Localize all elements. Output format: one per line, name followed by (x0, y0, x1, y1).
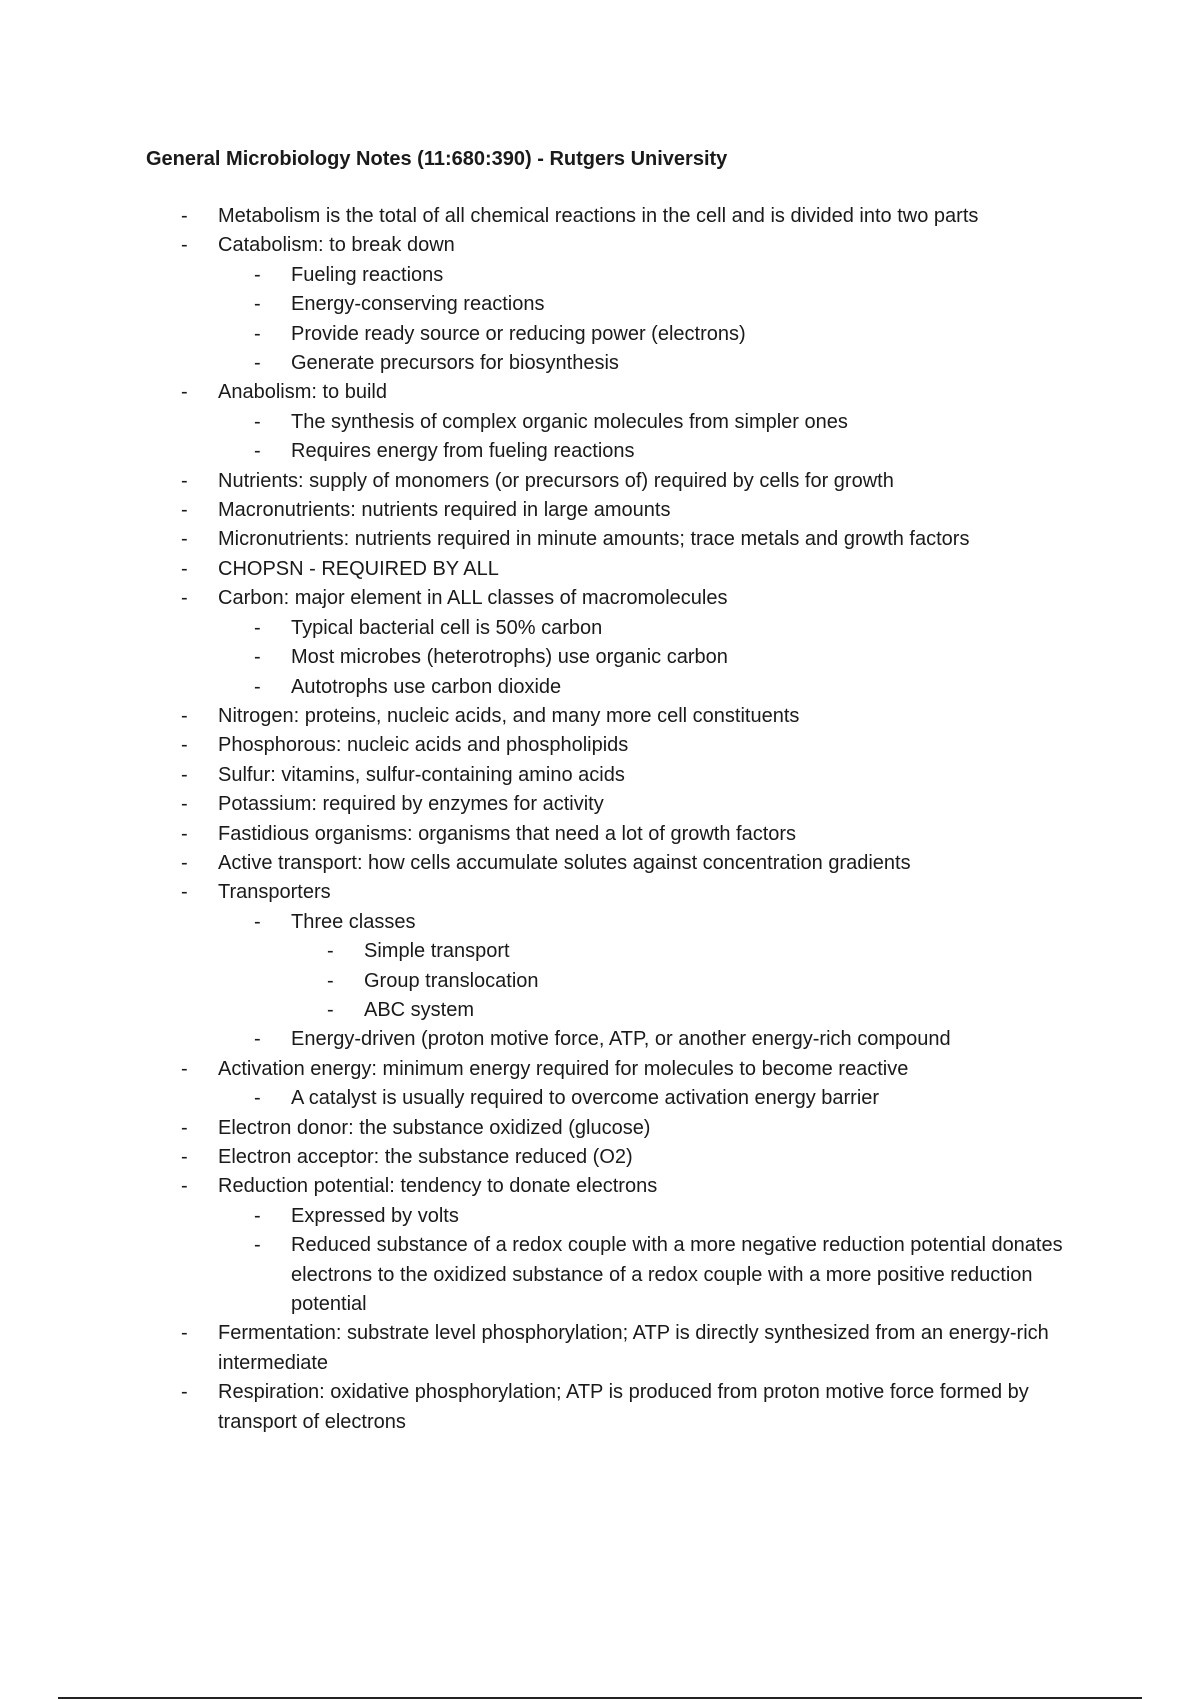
page-bottom-rule (58, 1697, 1142, 1699)
bullet-dash-icon: - (254, 1028, 261, 1051)
bullet-dash-icon: - (181, 1322, 188, 1345)
bullet-dash-icon: - (181, 469, 188, 492)
bullet-dash-icon: - (181, 734, 188, 757)
note-text: Energy-conserving reactions (291, 293, 545, 316)
note-item-level-1 (0, 525, 1200, 554)
bullet-dash-icon: - (254, 646, 261, 669)
note-item-level-2 (0, 320, 1200, 349)
note-item-level-2 (0, 1025, 1200, 1054)
note-item-level-1 (0, 231, 1200, 260)
note-item-level-1 (0, 555, 1200, 584)
note-item-level-3 (0, 967, 1200, 996)
note-text: Transporters (218, 881, 331, 904)
note-item-level-1 (0, 467, 1200, 496)
bullet-dash-icon: - (327, 998, 334, 1021)
note-text: Respiration: oxidative phosphorylation; ATP is produced from proton motive force formed by transport of electrons (218, 1381, 1029, 1433)
note-item-level-1 (0, 1172, 1200, 1201)
note-text: Fueling reactions (291, 263, 444, 286)
bullet-dash-icon: - (181, 822, 188, 845)
note-item-level-1 (0, 878, 1200, 907)
note-text: Phosphorous: nucleic acids and phospholipids (218, 734, 629, 757)
note-text: A catalyst is usually required to overcome activation energy barrier (291, 1087, 880, 1110)
note-item-level-1 (0, 1143, 1200, 1172)
note-text: Electron acceptor: the substance reduced (O2) (218, 1146, 633, 1168)
note-item-level-1 (0, 1319, 1200, 1378)
note-item-level-1 (0, 202, 1200, 231)
note-text: CHOPSN - REQUIRED BY ALL (218, 557, 499, 580)
note-text: Simple transport (364, 940, 510, 963)
note-item-level-1 (0, 378, 1200, 407)
note-item-level-2 (0, 349, 1200, 378)
note-item-level-1 (0, 849, 1200, 878)
note-item-level-1 (0, 1378, 1200, 1437)
note-text: Active transport: how cells accumulate solutes against concentration gradients (218, 851, 911, 874)
note-item-level-1 (0, 702, 1200, 731)
bullet-dash-icon: - (327, 940, 334, 963)
note-text: Nutrients: supply of monomers (or precursors of) required by cells for growth (218, 469, 894, 492)
note-text: Typical bacterial cell is 50% carbon (291, 616, 603, 639)
bullet-dash-icon: - (181, 557, 188, 580)
bullet-dash-icon: - (254, 322, 261, 345)
note-text: Nitrogen: proteins, nucleic acids, and many more cell constituents (218, 704, 800, 727)
bullet-dash-icon: - (254, 910, 261, 933)
bullet-dash-icon: - (181, 381, 188, 404)
bullet-dash-icon: - (181, 1381, 188, 1404)
note-item-level-1 (0, 1055, 1200, 1084)
bullet-dash-icon: - (254, 1234, 261, 1257)
note-text: Potassium: required by enzymes for activity (218, 793, 604, 816)
bullet-dash-icon: - (254, 675, 261, 698)
note-text: Generate precursors for biosynthesis (291, 352, 619, 375)
note-item-level-3 (0, 937, 1200, 966)
note-item-level-2 (0, 643, 1200, 672)
note-text: The synthesis of complex organic molecules from simpler ones (291, 410, 848, 433)
note-item-level-2 (0, 908, 1200, 937)
bullet-dash-icon: - (254, 1087, 261, 1110)
note-item-level-1 (0, 761, 1200, 790)
note-item-level-2 (0, 673, 1200, 702)
bullet-dash-icon: - (254, 616, 261, 639)
bullet-dash-icon: - (181, 763, 188, 786)
note-item-level-2 (0, 1202, 1200, 1231)
note-text: Metabolism is the total of all chemical reactions in the cell and is divided into two parts (218, 205, 979, 227)
bullet-dash-icon: - (254, 352, 261, 375)
bullet-dash-icon: - (254, 440, 261, 463)
note-text: Carbon: major element in ALL classes of macromolecules (218, 587, 728, 610)
note-text: Activation energy: minimum energy required for molecules to become reactive (218, 1057, 909, 1080)
notes-list (0, 202, 1200, 1437)
note-item-level-1 (0, 731, 1200, 760)
bullet-dash-icon: - (181, 1116, 188, 1139)
note-text: ABC system (364, 998, 475, 1021)
note-text: Requires energy from fueling reactions (291, 440, 635, 463)
note-text: Reduction potential: tendency to donate electrons (218, 1175, 658, 1198)
note-text: Sulfur: vitamins, sulfur-containing amino acids (218, 763, 625, 786)
note-text: Provide ready source or reducing power (electrons) (291, 322, 746, 345)
bullet-dash-icon: - (254, 263, 261, 286)
note-text: Anabolism: to build (218, 381, 387, 404)
note-item-level-2 (0, 437, 1200, 466)
bullet-dash-icon: - (181, 587, 188, 610)
note-text: Micronutrients: nutrients required in minute amounts; trace metals and growth factors (218, 528, 970, 551)
note-item-level-1 (0, 1114, 1200, 1143)
bullet-dash-icon: - (181, 1175, 188, 1198)
bullet-dash-icon: - (181, 205, 188, 227)
note-text: Fastidious organisms: organisms that need a lot of growth factors (218, 822, 797, 845)
note-text: Energy-driven (proton motive force, ATP, or another energy-rich compound (291, 1028, 951, 1051)
note-item-level-3 (0, 996, 1200, 1025)
note-text: Autotrophs use carbon dioxide (291, 675, 562, 698)
note-text: Catabolism: to break down (218, 234, 455, 257)
note-text: Group translocation (364, 969, 539, 992)
page-title: General Microbiology Notes (11:680:390) - Rutgers University (146, 148, 728, 170)
note-item-level-2 (0, 1231, 1200, 1319)
bullet-dash-icon: - (181, 1057, 188, 1080)
note-item-level-2 (0, 1084, 1200, 1113)
bullet-dash-icon: - (254, 1204, 261, 1227)
bullet-dash-icon: - (254, 293, 261, 316)
note-item-level-2 (0, 290, 1200, 319)
bullet-dash-icon: - (327, 969, 334, 992)
note-text: Expressed by volts (291, 1204, 459, 1227)
note-text: Three classes (291, 910, 416, 933)
bullet-dash-icon: - (181, 234, 188, 257)
bullet-dash-icon: - (181, 528, 188, 551)
bullet-dash-icon: - (181, 704, 188, 727)
note-text: Fermentation: substrate level phosphorylation; ATP is directly synthesized from an energy-rich intermediate (218, 1322, 1049, 1374)
bullet-dash-icon: - (181, 499, 188, 522)
bullet-dash-icon: - (181, 1146, 188, 1168)
bullet-dash-icon: - (181, 851, 188, 874)
note-item-level-1 (0, 584, 1200, 613)
bullet-dash-icon: - (181, 881, 188, 904)
bullet-dash-icon: - (254, 410, 261, 433)
note-text: Most microbes (heterotrophs) use organic carbon (291, 646, 728, 669)
bullet-dash-icon: - (181, 793, 188, 816)
note-text: Macronutrients: nutrients required in large amounts (218, 499, 671, 522)
note-item-level-2 (0, 408, 1200, 437)
note-item-level-1 (0, 790, 1200, 819)
note-item-level-2 (0, 614, 1200, 643)
note-item-level-1 (0, 820, 1200, 849)
note-item-level-1 (0, 496, 1200, 525)
note-text: Electron donor: the substance oxidized (glucose) (218, 1116, 651, 1139)
note-text: Reduced substance of a redox couple with a more negative reduction potential donates electrons to the oxidized substance of a redox couple with a more positive reduction potential (291, 1234, 1063, 1316)
note-item-level-2 (0, 261, 1200, 290)
